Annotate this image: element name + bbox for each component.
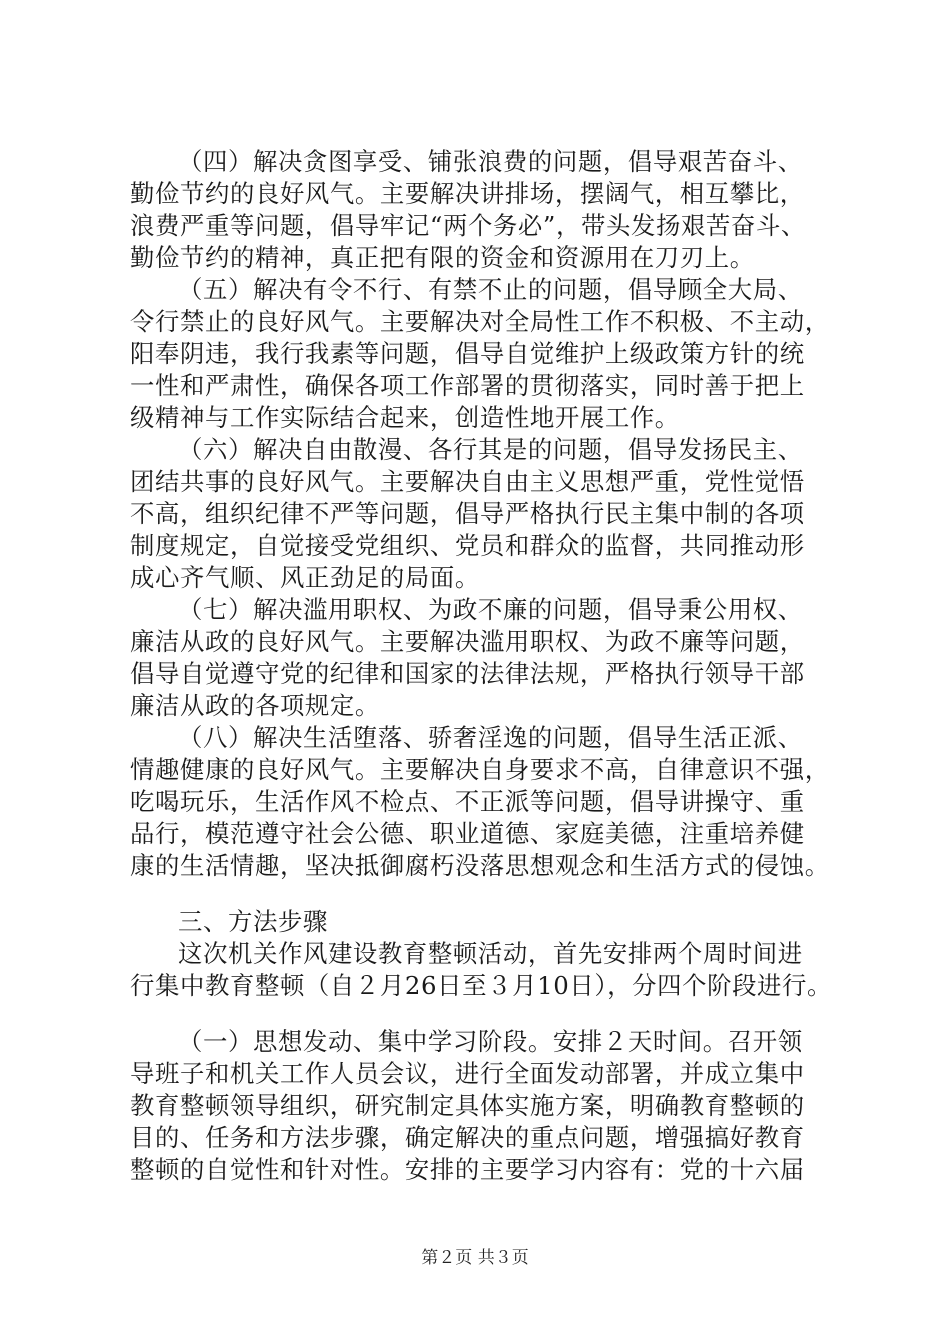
text-line: 阳奉阴违，我行我素等问题，倡导自觉维护上级政策方针的统 xyxy=(130,339,805,368)
text-line: 勤俭节约的良好风气。主要解决讲排场，摆阔气，相互攀比， xyxy=(130,179,805,208)
text-line: （六）解决自由散漫、各行其是的问题，倡导发扬民主、 xyxy=(178,435,803,464)
page-number-footer: 第２页 共３页 xyxy=(421,1248,529,1268)
text-line: 不高，组织纪律不严等问题，倡导严格执行民主集中制的各项 xyxy=(130,499,805,528)
text-line: 级精神与工作实际结合起来，创造性地开展工作。 xyxy=(130,403,680,432)
text-line: 倡导自觉遵守党的纪律和国家的法律法规，严格执行领导干部 xyxy=(130,659,805,688)
text-line: （八）解决生活堕落、骄奢淫逸的问题，倡导生活正派、 xyxy=(178,723,803,752)
text-line: 这次机关作风建设教育整顿活动，首先安排两个周时间进 xyxy=(178,939,803,968)
text-line: 成心齐气顺、风正劲足的局面。 xyxy=(130,563,480,592)
text-line: 廉洁从政的良好风气。主要解决滥用职权、为政不廉等问题， xyxy=(130,627,805,656)
text-line: 品行，模范遵守社会公德、职业道德、家庭美德，注重培养健 xyxy=(130,819,805,848)
text-line: 团结共事的良好风气。主要解决自由主义思想严重，党性觉悟 xyxy=(130,467,805,496)
text-line: 吃喝玩乐，生活作风不检点、不正派等问题，倡导讲操守、重 xyxy=(130,787,805,816)
text-line: 整顿的自觉性和针对性。安排的主要学习内容有：党的十六届 xyxy=(130,1155,805,1184)
section-title: 三、方法步骤 xyxy=(178,907,328,936)
text-line: 导班子和机关工作人员会议，进行全面发动部署，并成立集中 xyxy=(130,1059,805,1088)
text-line: 勤俭节约的精神，真正把有限的资金和资源用在刀刃上。 xyxy=(130,243,755,272)
text-line: 廉洁从政的各项规定。 xyxy=(130,691,380,720)
text-line: 浪费严重等问题，倡导牢记“两个务必”，带头发扬艰苦奋斗、 xyxy=(130,211,806,240)
text-line: 令行禁止的良好风气。主要解决对全局性工作不积极、不主动， xyxy=(130,307,830,336)
text-line: 行集中教育整顿（自２月26日至３月10日），分四个阶段进行。 xyxy=(130,971,833,1000)
text-line: （七）解决滥用职权、为政不廉的问题，倡导秉公用权、 xyxy=(178,595,803,624)
text-line: 教育整顿领导组织，研究制定具体实施方案，明确教育整顿的 xyxy=(130,1091,805,1120)
text-line: 一性和严肃性，确保各项工作部署的贯彻落实，同时善于把上 xyxy=(130,371,805,400)
text-line: 情趣健康的良好风气。主要解决自身要求不高，自律意识不强， xyxy=(130,755,830,784)
text-line: （四）解决贪图享受、铺张浪费的问题，倡导艰苦奋斗、 xyxy=(178,147,803,176)
text-line: （五）解决有令不行、有禁不止的问题，倡导顾全大局、 xyxy=(178,275,803,304)
text-line: （一）思想发动、集中学习阶段。安排２天时间。召开领 xyxy=(178,1027,803,1056)
text-line: 目的、任务和方法步骤，确定解决的重点问题，增强搞好教育 xyxy=(130,1123,805,1152)
text-line: 康的生活情趣，坚决抵御腐朽没落思想观念和生活方式的侵蚀。 xyxy=(130,851,830,880)
text-line: 制度规定，自觉接受党组织、党员和群众的监督，共同推动形 xyxy=(130,531,805,560)
